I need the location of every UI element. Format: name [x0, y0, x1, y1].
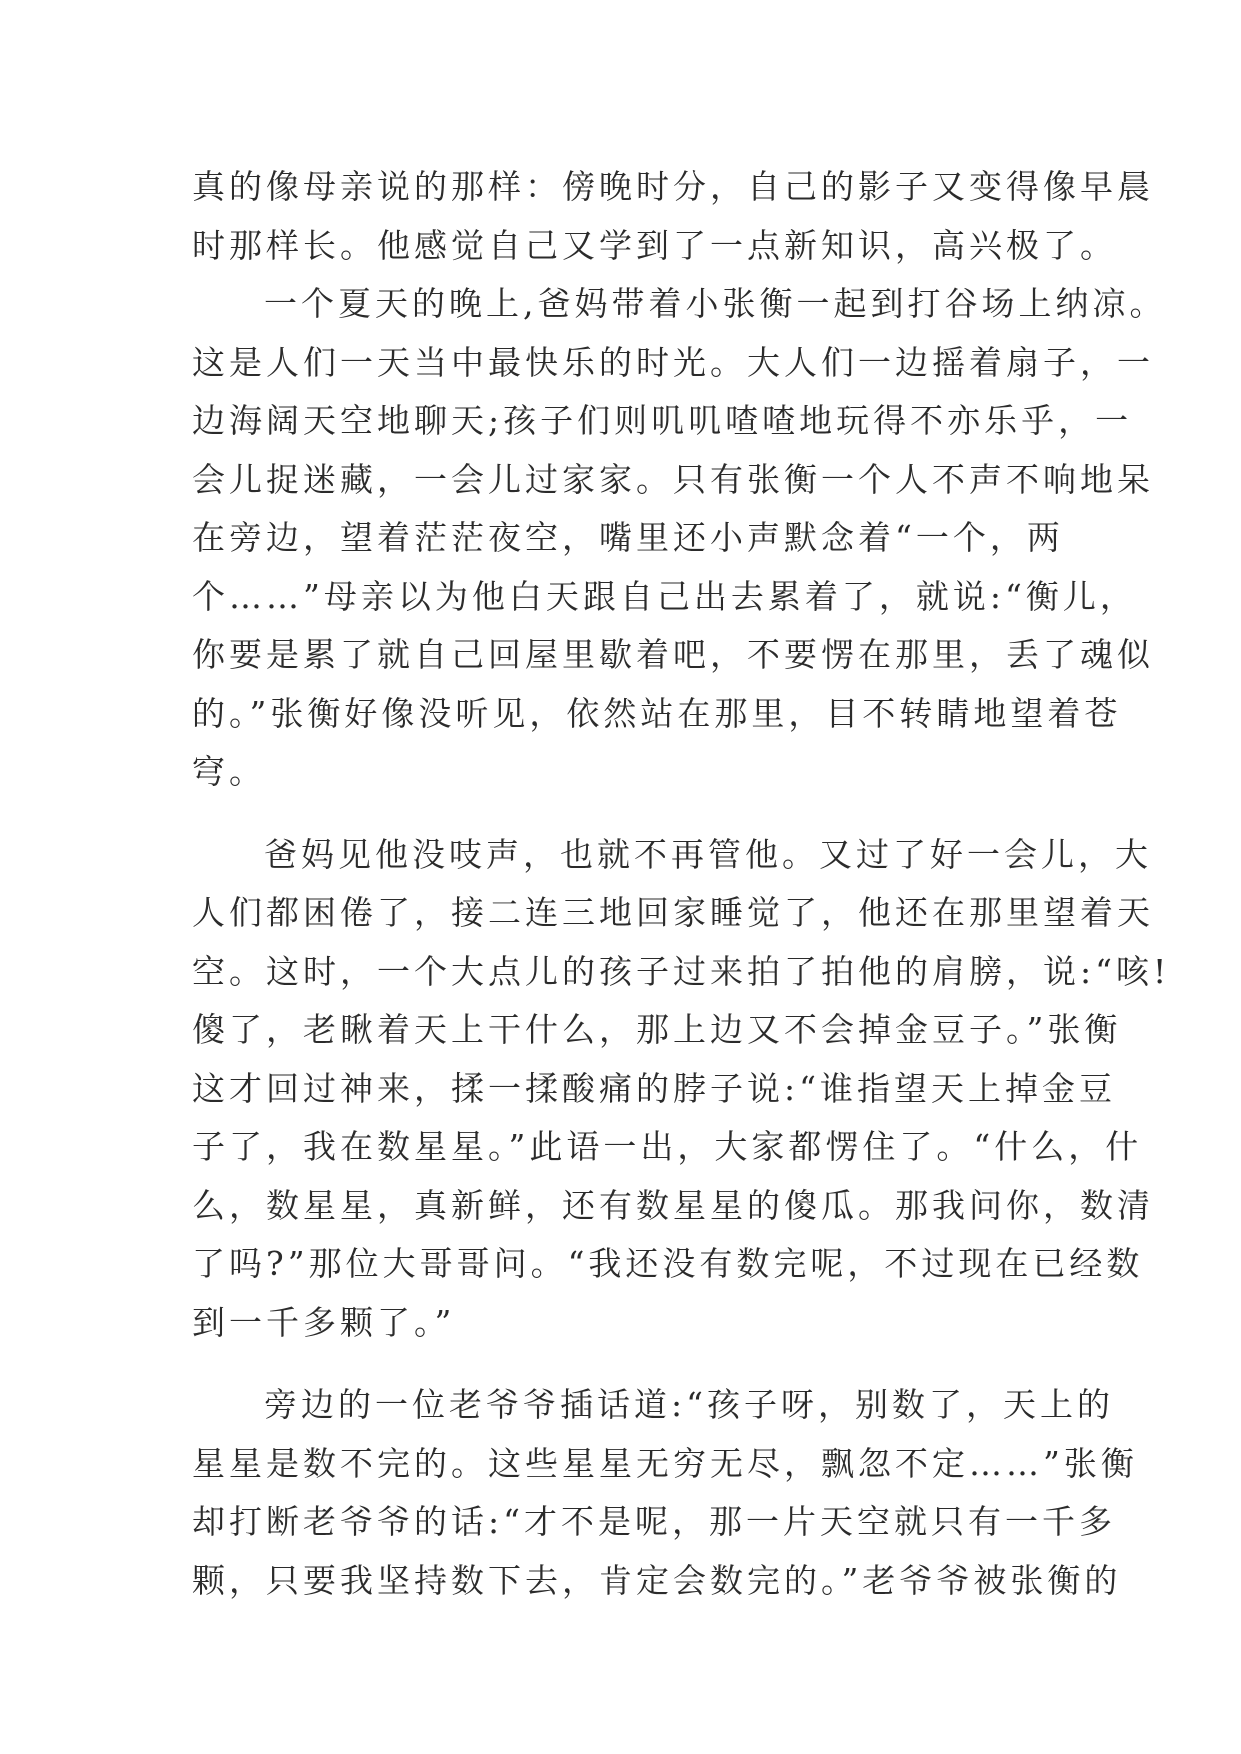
text-line: 的。”张衡好像没听见，依然站在那里，目不转睛地望着苍	[192, 693, 1122, 733]
text-line: 到一千多颗了。”	[192, 1302, 456, 1342]
text-line: 时那样长。他感觉自己又学到了一点新知识，高兴极了。	[192, 225, 1117, 265]
text-line: 个……”母亲以为他白天跟自己出去累着了，就说:“衡儿，	[192, 576, 1137, 616]
paragraph-start-line: 爸妈见他没吱声，也就不再管他。又过了好一会儿，大	[264, 834, 1152, 874]
text-line: 这是人们一天当中最快乐的时光。大人们一边摇着扇子，一	[192, 342, 1154, 382]
text-line: 颗，只要我坚持数下去，肯定会数完的。”老爷爷被张衡的	[192, 1560, 1122, 1600]
text-line: 你要是累了就自己回屋里歇着吧，不要愣在那里，丢了魂似	[192, 635, 1154, 674]
paragraph-start-line: 一个夏天的晚上,爸妈带着小张衡一起到打谷场上纳凉。	[264, 284, 1167, 323]
text-line: 在旁边，望着茫茫夜空，嘴里还小声默念着“一个，两	[192, 518, 1064, 557]
paragraph-gap	[192, 802, 1072, 826]
text-line: 星星是数不完的。这些星星无穷无尽，飘忽不定……”张衡	[192, 1443, 1138, 1483]
text-line: 空。这时，一个大点儿的孩子过来拍了拍他的肩膀，说:“咳!	[192, 951, 1171, 991]
body-text	[192, 158, 1171, 1610]
text-line: 傻了，老瞅着天上干什么，那上边又不会掉金豆子。”张衡	[192, 1010, 1122, 1049]
paragraph-gap	[192, 1352, 1072, 1376]
text-line: 真的像母亲说的那样：傍晚时分，自己的影子又变得像早晨	[192, 167, 1154, 206]
text-line: 会儿捉迷藏，一会儿过家家。只有张衡一个人不声不响地呆	[192, 459, 1154, 499]
text-line: 么，数星星，真新鲜，还有数星星的傻瓜。那我问你，数清	[192, 1185, 1154, 1225]
text-line: 穹。	[192, 752, 266, 791]
text-line: 边海阔天空地聊天;孩子们则叽叽喳喳地玩得不亦乐乎，一	[192, 401, 1133, 440]
text-line: 却打断老爷爷的话:“才不是呢，那一片天空就只有一千多	[192, 1502, 1116, 1541]
text-line: 子了，我在数星星。”此语一出，大家都愣住了。“什么，什	[192, 1127, 1143, 1166]
text-line: 了吗?”那位大哥哥问。“我还没有数完呢，不过现在已经数	[192, 1244, 1144, 1283]
text-line: 这才回过神来，揉一揉酸痛的脖子说:“谁指望天上掉金豆	[192, 1068, 1116, 1108]
paragraph-start-line: 旁边的一位老爷爷插话道:“孩子呀，别数了，天上的	[264, 1385, 1114, 1424]
text-line: 人们都困倦了，接二连三地回家睡觉了，他还在那里望着天	[192, 893, 1154, 932]
